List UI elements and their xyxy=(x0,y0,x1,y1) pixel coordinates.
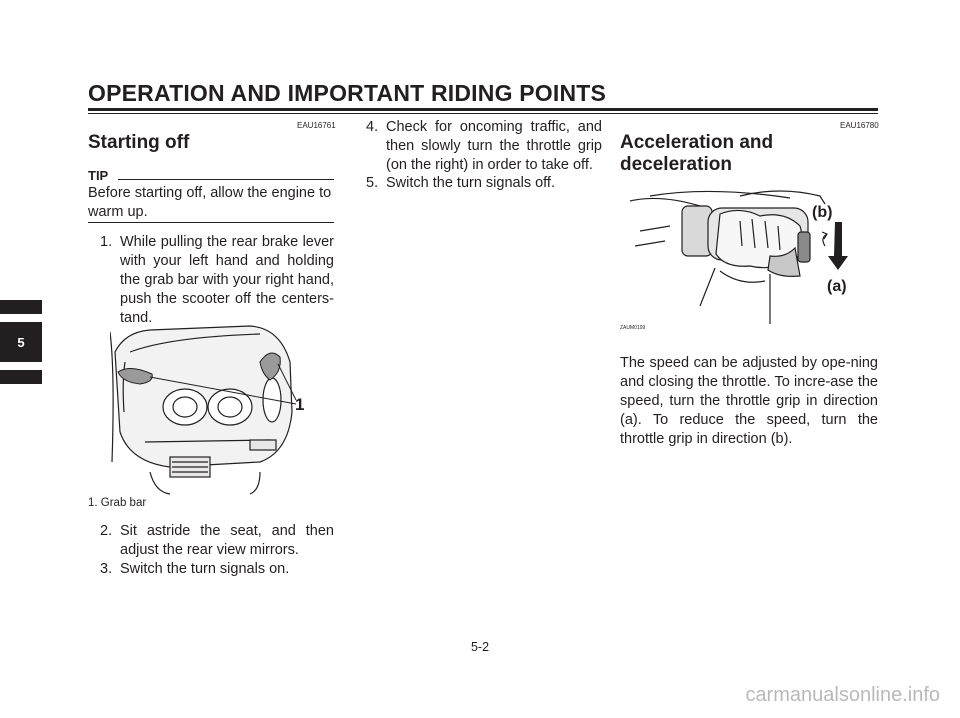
chapter-tab-bar-bottom xyxy=(0,370,42,384)
step-number: 3. xyxy=(100,561,113,577)
step-text: Check for oncoming traffic, and then slowly turn the throttle grip (on the right) in order to take off. xyxy=(386,119,602,173)
list-item xyxy=(366,174,602,193)
scooter-rear-illustration xyxy=(110,322,310,497)
header-rule xyxy=(88,108,878,111)
section-heading-line1: Acceleration and xyxy=(620,132,774,153)
direction-label-a: (a) xyxy=(827,278,847,295)
step-text: While pulling the rear brake lever with your left hand and holding the grab bar with your right hand, push the scooter off the centers-tand. xyxy=(120,234,334,326)
tip-rule-top xyxy=(118,179,334,180)
tip-text: Before starting off, allow the engine to warm up. xyxy=(88,185,332,220)
step-text: Switch the turn signals off. xyxy=(386,175,555,191)
page-number: 5-2 xyxy=(470,640,490,654)
step-number: 4. xyxy=(366,119,379,135)
figure-callout: 1 xyxy=(295,395,305,414)
list-item xyxy=(100,522,334,560)
speed-paragraph: The speed can be adjusted by ope-ning and closing the throttle. To incre-ase the speed, turn the throttle grip in direction (a). To reduce the speed, turn the throttle grip in direction (b). xyxy=(620,355,878,447)
watermark-text: carmanualsonline.info xyxy=(745,684,940,706)
section-heading: Starting off xyxy=(88,132,190,153)
figure-caption: 1. Grab bar xyxy=(88,497,147,509)
list-item xyxy=(100,233,334,328)
step-number: 2. xyxy=(100,523,113,539)
direction-label-b: (b) xyxy=(812,204,833,221)
chapter-tab-bar-top xyxy=(0,300,42,314)
section-heading-line2: deceleration xyxy=(620,154,732,175)
header-rule-thin xyxy=(88,113,878,114)
section-code: EAU16780 xyxy=(840,121,879,130)
tip-label: TIP xyxy=(88,168,109,183)
step-number: 5. xyxy=(366,175,379,191)
list-item xyxy=(366,118,602,175)
section-code: EAU16761 xyxy=(297,121,336,130)
step-text: Sit astride the seat, and then adjust the rear view mirrors. xyxy=(120,523,334,558)
step-text: Switch the turn signals on. xyxy=(120,561,290,577)
step-number: 1. xyxy=(100,234,113,250)
figure-code: ZAUM0199 xyxy=(620,325,646,331)
chapter-tab: 5 xyxy=(0,322,42,362)
page-header-title: OPERATION AND IMPORTANT RIDING POINTS xyxy=(88,80,607,106)
list-item xyxy=(100,560,334,579)
tip-rule-bottom xyxy=(88,222,334,223)
